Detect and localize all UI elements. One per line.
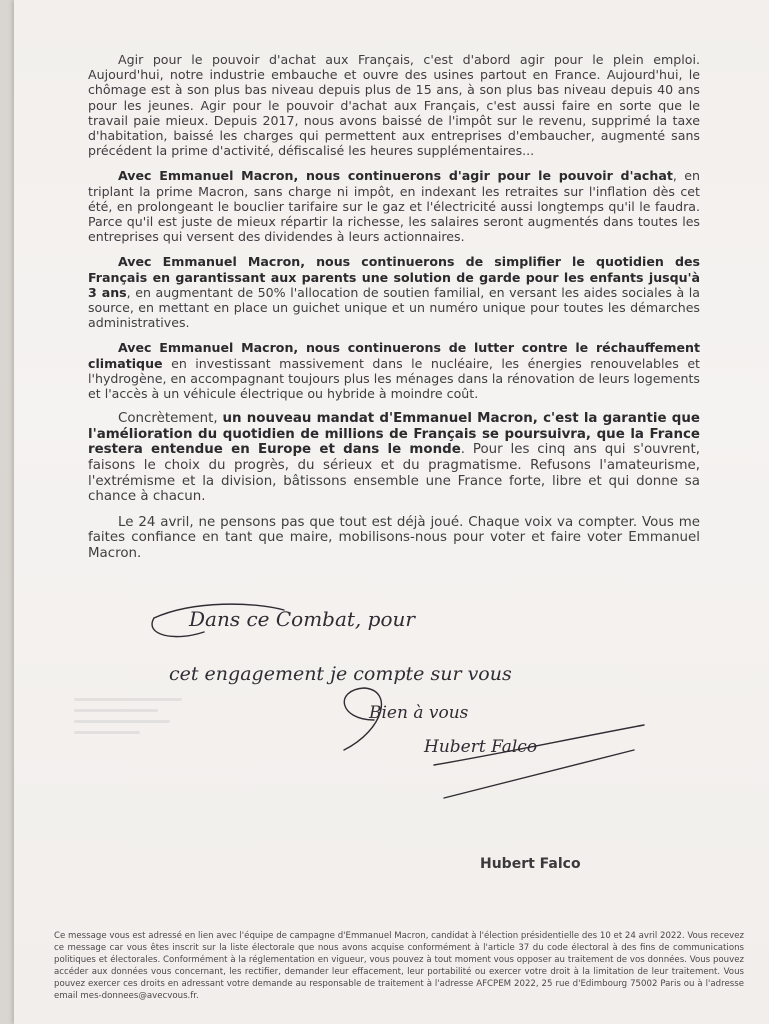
paragraph-purchasing-power-intro <box>88 52 700 158</box>
paragraph-lead: Avec Emmanuel Macron, nous continuerons de lutter contre le réchauffement climatique <box>88 340 700 371</box>
paragraph-purchasing-power <box>88 168 700 244</box>
signatory-name: Hubert Falco <box>480 856 581 872</box>
handwriting-line-3: Bien à vous <box>369 703 469 723</box>
paragraph-lead: Avec Emmanuel Macron, nous continuerons de simplifier le quotidien des Français en garantissant aux parents une solution de garde pour les enfants jusqu'à 3 ans <box>88 254 700 300</box>
paragraph-text: , en augmentant de 50% l'allocation de soutien familial, en versant les aides sociales à la source, en mettant en place un guichet unique et un numéro unique pour toutes les démarches administratives. <box>88 284 700 331</box>
paragraph-climate <box>88 340 700 401</box>
paragraph-text: , en triplant la prime Macron, sans charge ni impôt, en indexant les retraites sur l'inflation dès cet été, en prolongeant le bouclier tarifaire sur le gaz et l'électricité aussi longtemps qu'il le faudra. Parce qu'il est juste de mieux répartir la richesse, les salaires seront augmentés dans toutes les entreprises qui versent des dividendes à leurs actionnaires. <box>88 168 700 245</box>
paragraph-text: Agir pour le pouvoir d'achat aux Français, c'est d'abord agir pour le plein emploi. Aujourd'hui, notre industrie embauche et ouvre des usines partout en France. Aujourd'hui, le chômage est à son plus bas niveau depuis plus de 15 ans, à son plus bas niveau depuis 40 ans pour les jeunes. Agir pour le pouvoir d'achat aux Français, c'est aussi faire en sorte que le travail paie mieux. Depuis 2017, nous avons baissé de l'impôt sur le revenu, supprimé la taxe d'habitation, baissé les charges qui permettent aux entreprises d'embaucher, augmenté sans précédent la prime d'activité, défiscalisé les heures supplémentaires... <box>88 52 700 159</box>
letter-body <box>88 52 700 572</box>
paragraph-call-to-vote <box>88 515 700 562</box>
legal-notice: Ce message vous est adressé en lien avec l'équipe de campagne d'Emmanuel Macron, candidat à l'élection présidentielle des 10 et 24 avril 2022. Vous recevez ce message car vous êtes inscrit sur la liste électorale que nous avons acquise conformément à l'article 37 du code électoral à des fins de communications politiques et électorales. Conformément à la réglementation en vigueur, vous pouvez à tout moment vous opposer au traitement de vos données. Vous pouvez accéder aux données vous concernant, les rectifier, demander leur effacement, leur portabilité ou exercer votre droit à la limitation de leur traitement. Vous pouvez exercer ces droits en adressant votre demande au responsable de traitement à l'adresse AFCPEM 2022, 25 rue d'Edimbourg 75002 Paris ou à l'adresse email mes-donnees@avecvous.fr. <box>54 931 744 1001</box>
paragraph-text: Concrètement, <box>118 411 223 427</box>
handwriting-svg <box>134 580 694 820</box>
paragraph-daily-life <box>88 254 700 330</box>
handwritten-note <box>134 580 694 820</box>
handwriting-line-1: Dans ce Combat, pour <box>189 607 415 631</box>
handwritten-signature: Hubert Falco <box>424 737 538 757</box>
paragraph-text: . Pour les cinq ans qui s'ouvrent, faisons le choix du progrès, du sérieux et du pragmatisme. Refusons l'amateurisme, l'extrémisme et la division, bâtissons ensemble une France forte, libre et qui donne sa chance à chacun. <box>88 442 700 505</box>
handwriting-underline <box>444 750 634 798</box>
letter-page <box>14 0 769 1024</box>
paragraph-lead: Avec Emmanuel Macron, nous continuerons d'agir pour le pouvoir d'achat <box>118 168 673 184</box>
paragraph-new-mandate <box>88 411 700 505</box>
paragraph-lead: un nouveau mandat d'Emmanuel Macron, c'est la garantie que l'amélioration du quotidien de millions de Français se poursuivra, que la France restera entendue en Europe et dans le monde <box>88 411 700 458</box>
handwriting-line-2: cet engagement je compte sur vous <box>169 663 512 685</box>
paragraph-text: Le 24 avril, ne pensons pas que tout est déjà joué. Chaque voix va compter. Vous me faites confiance en tant que maire, mobilisons-nous pour voter et faire voter Emmanuel Macron. <box>88 514 700 562</box>
paragraph-text: en investissant massivement dans le nucléaire, les énergies renouvelables et l'hydrogène, en accompagnant toujours plus les ménages dans la rénovation de leurs logements et l'accès à un véhicule électrique ou hybride à moindre coût. <box>88 355 700 402</box>
